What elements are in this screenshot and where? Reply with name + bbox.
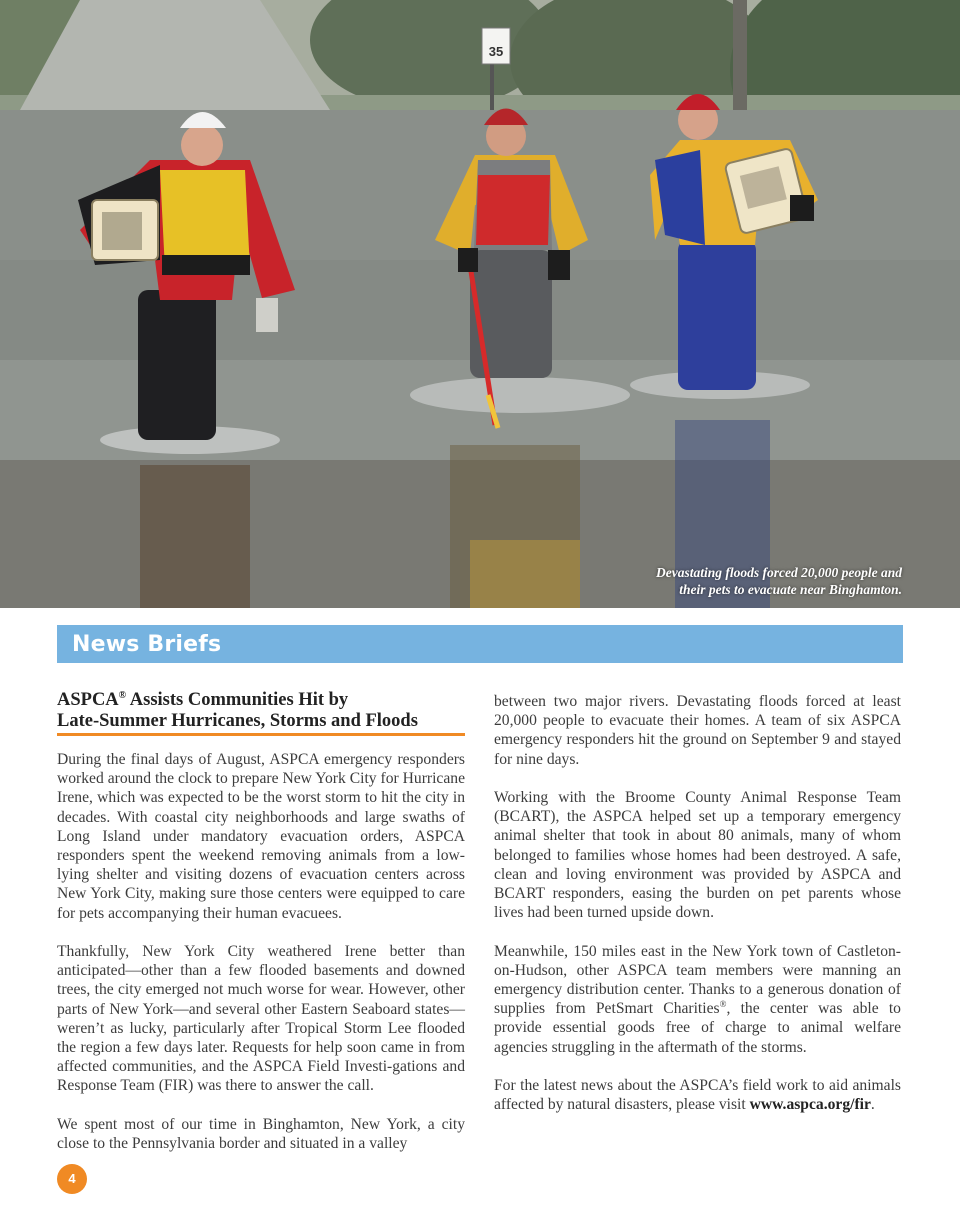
flood-rescue-illustration: [0, 0, 960, 608]
photo-caption-line-1: Devastating floods forced 20,000 people and: [656, 565, 902, 580]
speed-sign-text: 35: [488, 44, 504, 59]
paragraph-thankfully: Thankfully, New York City weathered Irene better than anticipated—other than a few flooded basements and downed trees, the city emerged not much worse for wear. However, other parts of New York—and several other Eastern Seaboard states—weren’t as lucky, particularly after Tropical Storm Lee flooded the region a few days later. Requests for help soon came in from affected communities, and the ASPCA Field Investi-gations and Response Team (FIR) was there to answer the call.: [57, 943, 465, 1095]
section-title: News Briefs: [72, 632, 222, 657]
registered-mark: ®: [719, 999, 727, 1010]
paragraph-bcart: Working with the Broome County Animal Response Team (BCART), the ASPCA helped set up a temporary emergency animal shelter that took in about 80 animals, many of whom belonged to families whose homes had been destroyed. A safe, clean and loving environment was provided by ASPCA and BCART responders, easing the burden on pet parents whose lives had been turned upside down.: [494, 789, 901, 922]
headline-line-2: Late-Summer Hurricanes, Storms and Floods: [57, 711, 418, 731]
paragraph-castleton: [494, 942, 901, 1057]
paragraph-latest-news-end: .: [870, 1096, 875, 1114]
paragraph-castleton-text-2: , the center was able to provide essential goods free of charge to animal welfare agencies struggling in the aftermath of the storms.: [494, 1000, 901, 1056]
article-headline: [57, 690, 467, 732]
section-banner: [57, 625, 903, 663]
photo-caption-line-2: their pets to evacuate near Binghamton.: [679, 582, 902, 597]
article-column-left: [57, 750, 465, 1172]
paragraph-intro: During the final days of August, ASPCA emergency responders worked around the clock to prepare New York City for Hurricane Irene, which was expected to be the worst storm to hit the city in decades. With coastal city neighborhoods and large swaths of Long Island under mandatory evacuation orders, ASPCA responders spent the weekend removing animals from a low-lying shelter and visiting dozens of evacuation centers across New York City, making sure those centers were equipped to care for pets accompanying their human evacuees.: [57, 751, 465, 922]
headline-line-1-rest: Assists Communities Hit by: [126, 690, 349, 710]
hero-photo: [0, 0, 960, 608]
paragraph-latest-news-text: For the latest news about the ASPCA’s field work to aid animals affected by natural disasters, please visit: [494, 1077, 901, 1114]
paragraph-binghamton: We spent most of our time in Binghamton, New York, a city close to the Pennsylvania border and situated in a valley: [57, 1115, 465, 1153]
paragraph-castleton-text-1: Meanwhile, 150 miles east in the New York town of Castleton-on-Hudson, other ASPCA team members were manning an emergency distribution center. Thanks to a generous donation of supplies from PetSmart Charities: [494, 942, 901, 1018]
article-column-right: [494, 692, 901, 1134]
headline-underline: [57, 733, 465, 736]
headline-brand: ASPCA: [57, 690, 119, 710]
paragraph-rivers: between two major rivers. Devastating floods forced at least 20,000 people to evacuate their homes. A team of six ASPCA emergency responders hit the ground on September 9 and stayed for nine days.: [494, 693, 901, 768]
page-number: 4: [57, 1164, 87, 1194]
photo-caption: [582, 564, 902, 598]
paragraph-latest-news: [494, 1076, 901, 1114]
headline-registered-mark: ®: [118, 689, 127, 701]
aspca-fir-link[interactable]: www.aspca.org/fir: [749, 1096, 871, 1114]
